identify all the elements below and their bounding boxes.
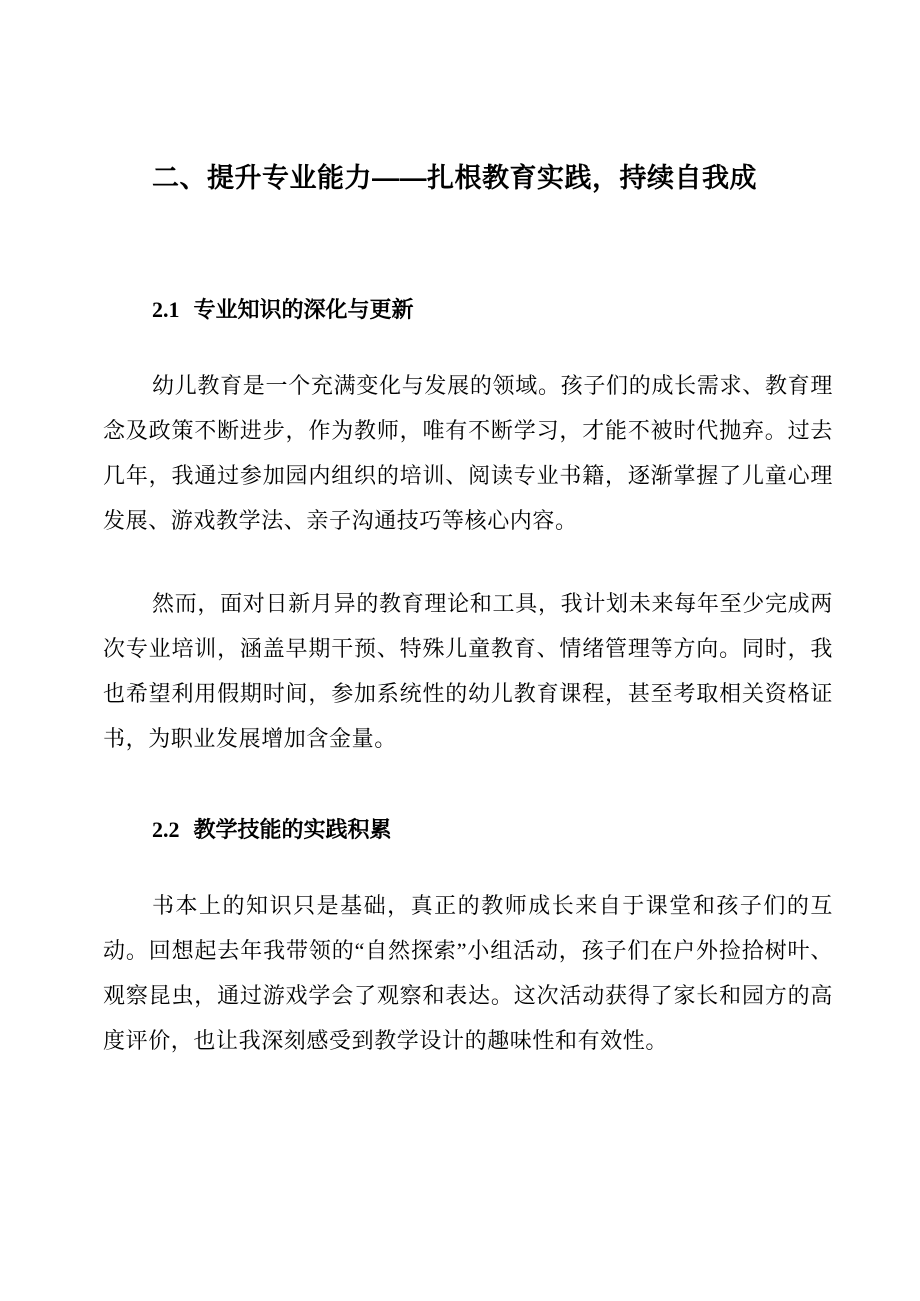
section-2-2-heading [152,815,833,845]
section-2-2-title: 教学技能的实践积累 [193,817,392,842]
section-2-1 [103,295,833,761]
section-2-1-number: 2.1 [152,297,180,322]
section-2-2 [103,815,833,1063]
document-title: 二、提升专业能力——扎根教育实践，持续自我成 [152,163,757,193]
section-2-2-paragraph-1: 书本上的知识只是基础，真正的教师成长来自于课堂和孩子们的互动。回想起去年我带领的“自然探索”小组活动，孩子们在户外捡拾树叶、观察昆虫，通过游戏学会了观察和表达。这次活动获得了家长和园方的高度评价，也让我深刻感受到教学设计的趣味性和有效性。 [103,893,833,1053]
section-2-1-paragraph-2: 然而，面对日新月异的教育理论和工具，我计划未来每年至少完成两次专业培训，涵盖早期干预、特殊儿童教育、情绪管理等方向。同时，我也希望利用假期时间，参加系统性的幼儿教育课程，甚至考取相关资格证书，为职业发展增加含金量。 [103,591,833,751]
section-2-1-title: 专业知识的深化与更新 [193,297,414,322]
section-2-1-paragraph-1: 幼儿教育是一个充满变化与发展的领域。孩子们的成长需求、教育理念及政策不断进步，作为教师，唯有不断学习，才能不被时代抛弃。过去几年，我通过参加园内组织的培训、阅读专业书籍，逐渐掌握了儿童心理发展、游戏教学法、亲子沟通技巧等核心内容。 [103,373,833,533]
section-2-2-number: 2.2 [152,817,180,842]
section-2-1-heading [152,295,833,325]
